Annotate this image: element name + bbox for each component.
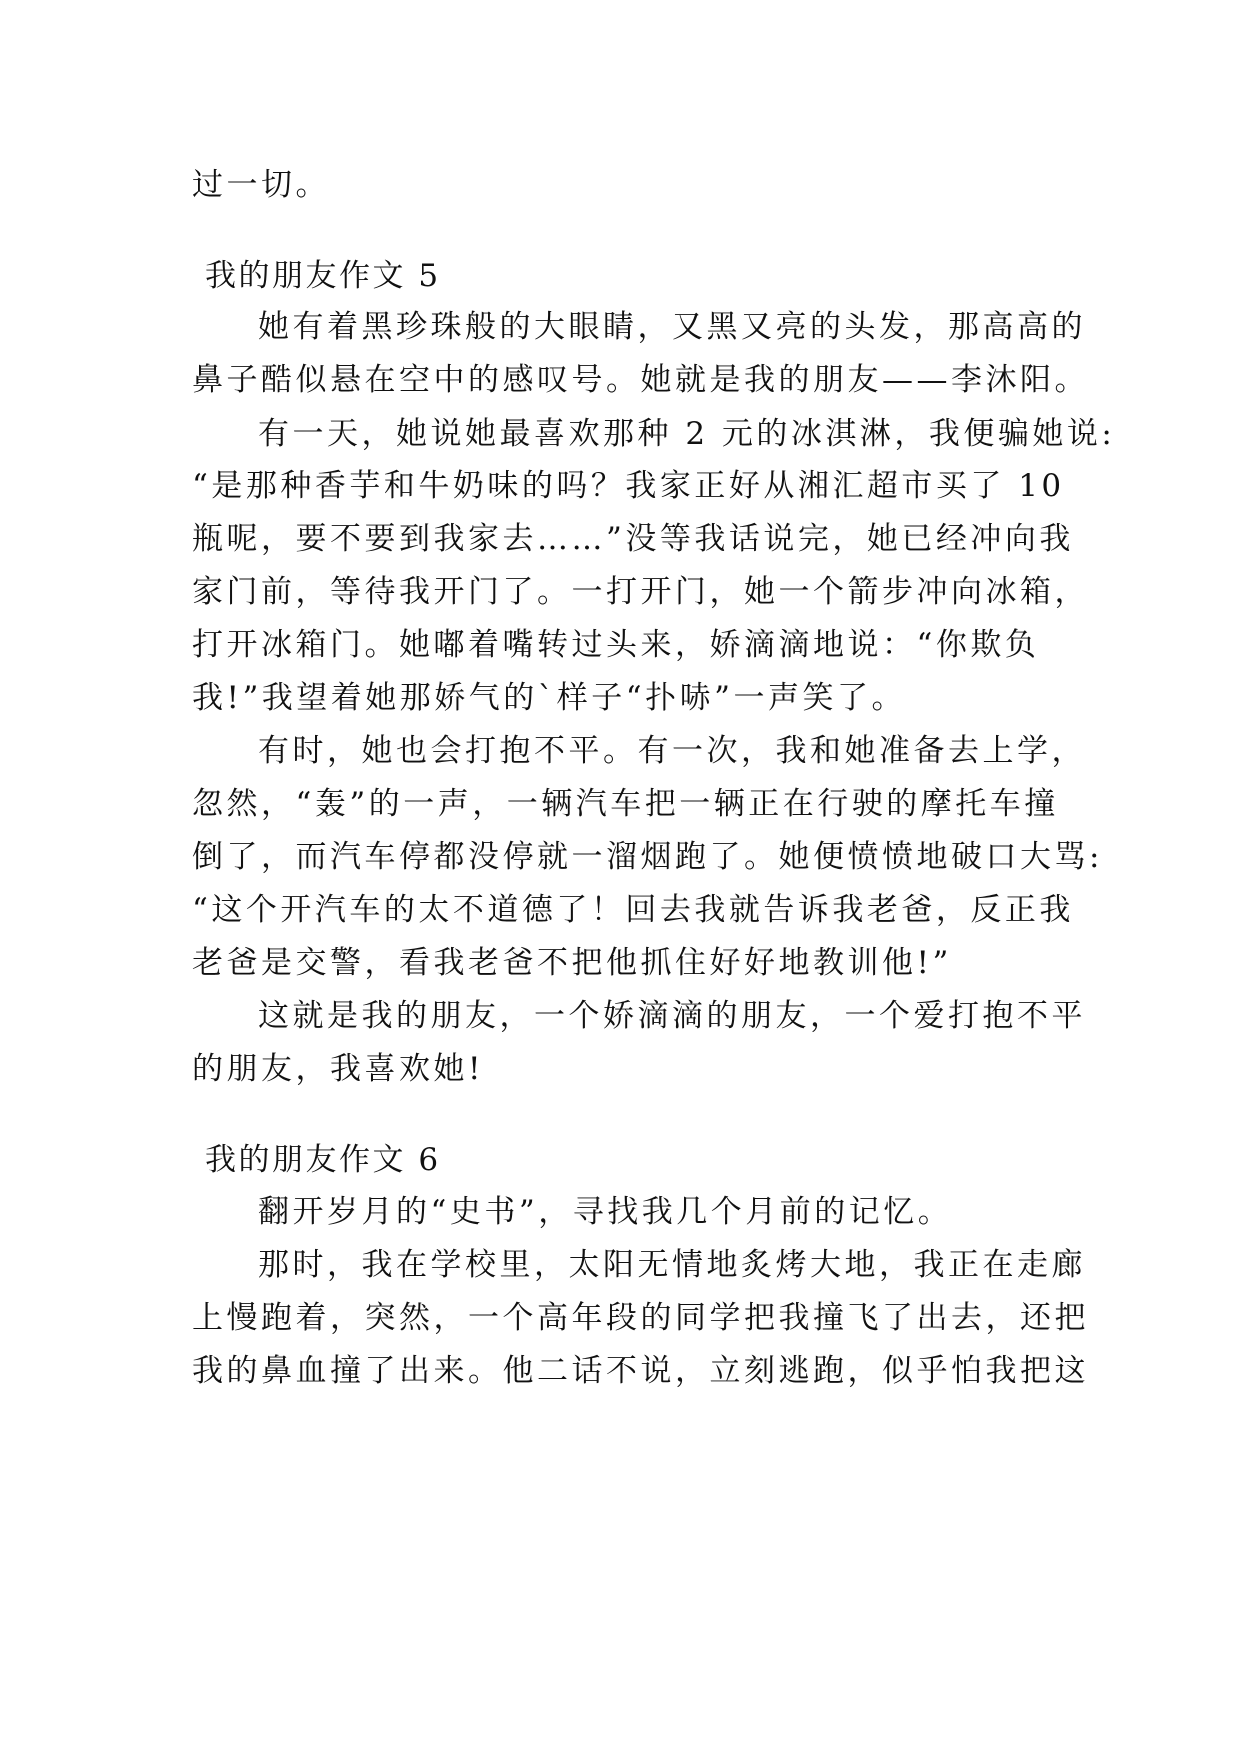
paragraph-line: 我的鼻血撞了出来。他二话不说，立刻逃跑，似乎怕我把这 (192, 1353, 1089, 1389)
text-line: 过一切。 (192, 167, 330, 203)
section-heading-6: 我的朋友作文 6 (205, 1142, 441, 1178)
paragraph-line: 打开冰箱门。她嘟着嘴转过头来，娇滴滴地说：“你欺负 (192, 627, 1040, 663)
paragraph-line: 有一天，她说她最喜欢那种 2 元的冰淇淋，我便骗她说: (258, 416, 1116, 452)
paragraph-line: “这个开汽车的太不道德了！回去我就告诉我老爸，反正我 (192, 892, 1074, 928)
paragraph-line: 她有着黑珍珠般的大眼睛，又黑又亮的头发，那高高的 (258, 309, 1086, 345)
paragraph-line: 倒了，而汽车停都没停就一溜烟跑了。她便愤愤地破口大骂: (192, 839, 1103, 875)
paragraph-line: 我!”我望着她那娇气的`样子“扑哧”一声笑了。 (192, 680, 906, 716)
paragraph-line: 老爸是交警，看我老爸不把他抓住好好地教训他!” (192, 945, 952, 981)
paragraph-line: 翻开岁月的“史书”，寻找我几个月前的记忆。 (258, 1194, 953, 1230)
paragraph-line: 有时，她也会打抱不平。有一次，我和她准备去上学， (258, 733, 1086, 769)
section-heading-5: 我的朋友作文 5 (205, 258, 441, 294)
paragraph-line: 瓶呢，要不要到我家去……”没等我话说完，她已经冲向我 (192, 521, 1074, 557)
paragraph-line: 家门前，等待我开门了。一打开门，她一个箭步冲向冰箱， (192, 574, 1089, 610)
paragraph-line: 那时，我在学校里，太阳无情地炙烤大地，我正在走廊 (258, 1247, 1086, 1283)
paragraph-line: “是那种香芋和牛奶味的吗？我家正好从湘汇超市买了 10 (192, 468, 1065, 504)
paragraph-line: 忽然，“轰”的一声，一辆汽车把一辆正在行驶的摩托车撞 (192, 786, 1059, 822)
paragraph-line: 这就是我的朋友，一个娇滴滴的朋友，一个爱打抱不平 (258, 998, 1086, 1034)
paragraph-line: 上慢跑着，突然，一个高年段的同学把我撞飞了出去，还把 (192, 1300, 1089, 1336)
paragraph-line: 的朋友，我喜欢她! (192, 1051, 484, 1087)
paragraph-line: 鼻子酷似悬在空中的感叹号。她就是我的朋友——李沐阳。 (192, 362, 1089, 398)
